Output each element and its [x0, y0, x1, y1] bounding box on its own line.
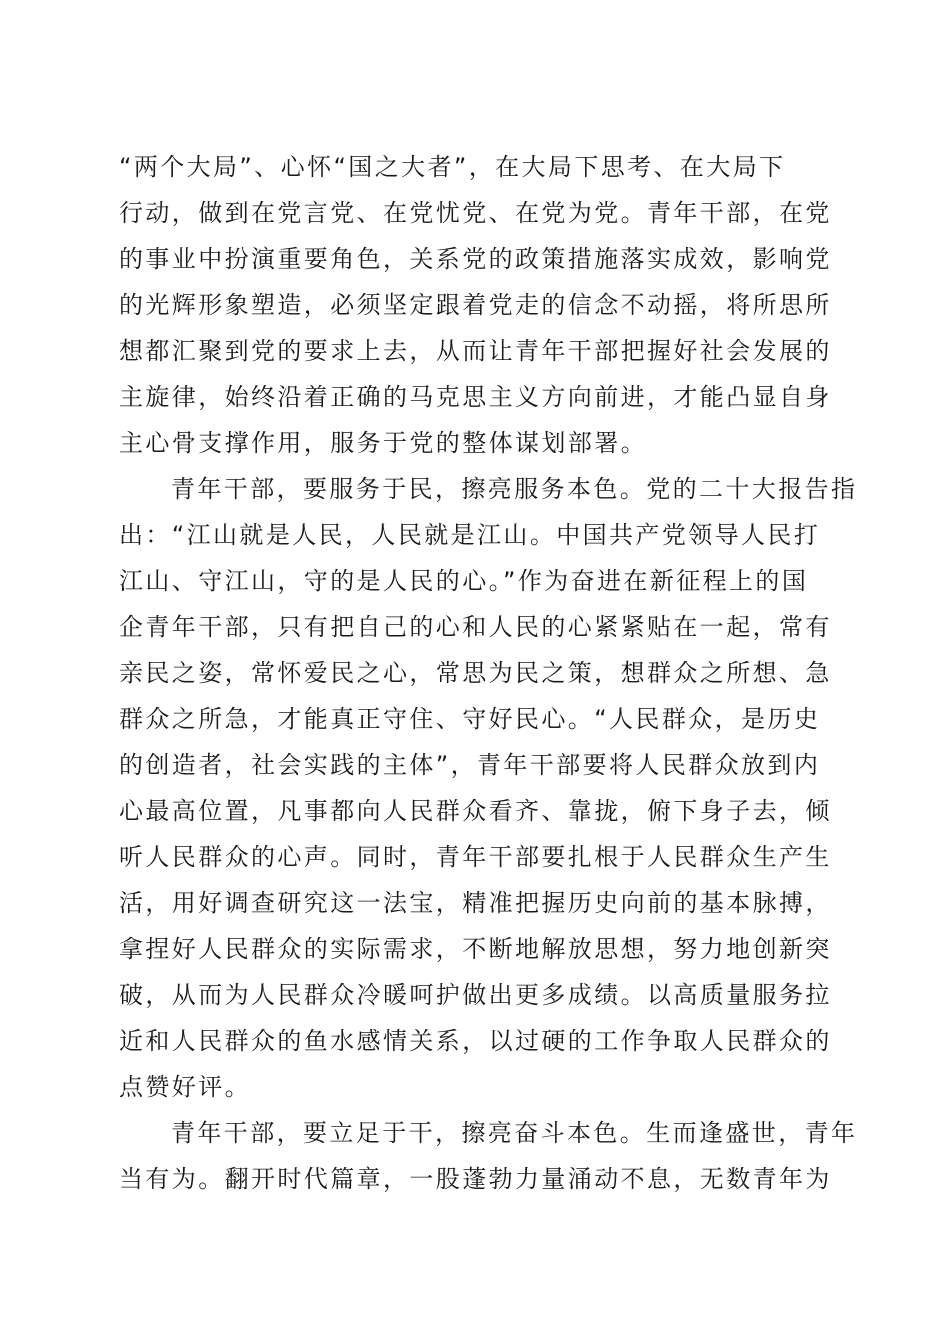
text-line: 群众之所急，才能真正守住、守好民心。“人民群众，是历史	[119, 705, 821, 733]
text-line: 拿捏好人民群众的实际需求，不断地解放思想，努力地创新突	[119, 935, 832, 963]
text-line: 想都汇聚到党的要求上去，从而让青年干部把握好社会发展的	[119, 337, 832, 365]
paragraph-3	[119, 1110, 858, 1202]
text-line: 亲民之姿，常怀爱民之心，常思为民之策，想群众之所想、急	[119, 659, 832, 687]
paragraph-2	[119, 466, 858, 1110]
text-line: 行动，做到在党言党、在党忧党、在党为党。青年干部，在党	[119, 199, 832, 227]
text-line: 企青年干部，只有把自己的心和人民的心紧紧贴在一起，常有	[119, 613, 832, 641]
text-line: 青年干部，要服务于民，擦亮服务本色。党的二十大报告指	[171, 475, 858, 503]
text-line: 心最高位置，凡事都向人民群众看齐、靠拢，俯下身子去，倾	[119, 797, 832, 825]
paragraph-1	[119, 144, 832, 466]
text-line: 青年干部，要立足于干，擦亮奋斗本色。生而逢盛世，青年	[171, 1119, 858, 1147]
text-line: 破，从而为人民群众冷暖呵护做出更多成绩。以高质量服务拉	[119, 981, 832, 1009]
text-line: 近和人民群众的鱼水感情关系，以过硬的工作争取人民群众的	[119, 1027, 832, 1055]
text-line: 活，用好调查研究这一法宝，精准把握历史向前的基本脉搏，	[119, 889, 832, 917]
text-line: 的事业中扮演重要角色，关系党的政策措施落实成效，影响党	[119, 245, 832, 273]
text-line: 江山、守江山，守的是人民的心。”作为奋进在新征程上的国	[119, 567, 809, 595]
text-line: 的光辉形象塑造，必须坚定跟着党走的信念不动摇，将所思所	[119, 291, 832, 319]
text-line: 主旋律，始终沿着正确的马克思主义方向前进，才能凸显自身	[119, 383, 832, 411]
body-text	[119, 144, 858, 1202]
text-line: “两个大局”、心怀“国之大者”，在大局下思考、在大局下	[119, 153, 786, 181]
text-line: 主心骨支撑作用，服务于党的整体谋划部署。	[119, 429, 647, 457]
text-line: 的创造者，社会实践的主体”，青年干部要将人民群众放到内	[119, 751, 821, 779]
text-line: 点赞好评。	[119, 1073, 251, 1101]
text-line: 当有为。翻开时代篇章，一股蓬勃力量涌动不息，无数青年为	[119, 1165, 832, 1193]
text-line: 听人民群众的心声。同时，青年干部要扎根于人民群众生产生	[119, 843, 832, 871]
text-line: 出：“江山就是人民，人民就是江山。中国共产党领导人民打	[119, 521, 821, 549]
